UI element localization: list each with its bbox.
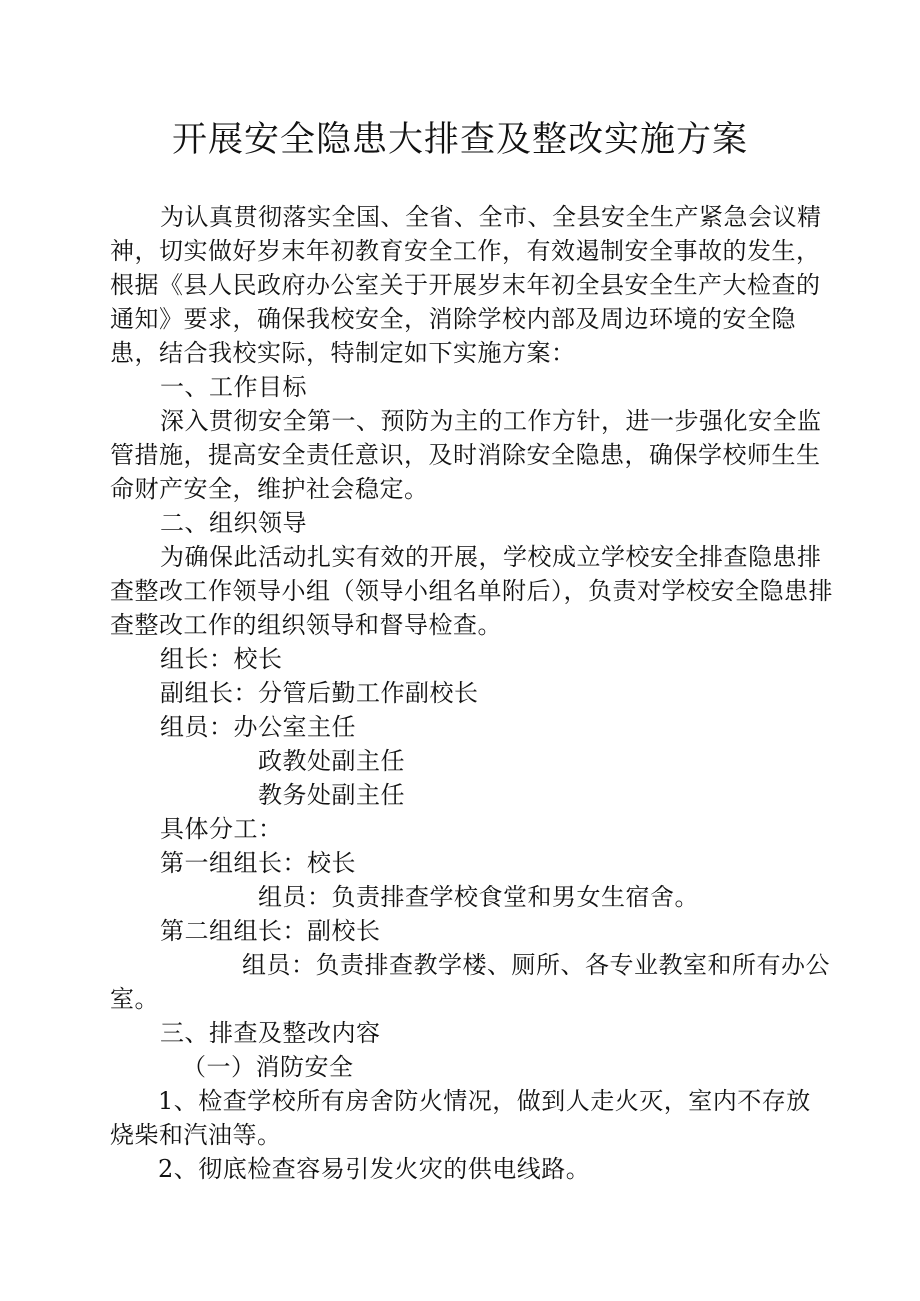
- group2-leader-line: 第二组组长：副校长: [160, 917, 381, 945]
- document-title: 开展安全隐患大排查及整改实施方案: [171, 120, 748, 160]
- goals-paragraph: 深入贯彻安全第一、预防为主的工作方针，进一步强化安全监管措施，提高安全责任意识，及时消除安全隐患，确保学校师生生命财产安全，维护社会稳定。: [110, 407, 822, 503]
- group2-members-line: 组员：负责排查教学楼、厕所、各专业教室和所有办公室。: [110, 951, 830, 1013]
- section-heading-organization: 二、组织领导: [160, 509, 307, 537]
- section-heading-goals: 一、工作目标: [160, 373, 307, 401]
- division-label: 具体分工：: [160, 815, 283, 843]
- document-body: [110, 200, 835, 1186]
- subsection-fire-safety: （一）消防安全: [182, 1053, 354, 1081]
- fire-item-2: 2、彻底检查容易引发火灾的供电线路。: [158, 1155, 591, 1183]
- organization-paragraph: 为确保此活动扎实有效的开展，学校成立学校安全排查隐患排查整改工作领导小组（领导小组名单附后），负责对学校安全隐患排查整改工作的组织领导和督导检查。: [110, 543, 833, 639]
- fire-item-1: 1、检查学校所有房舍防火情况，做到人走火灭，室内不存放烧柴和汽油等。: [110, 1087, 811, 1149]
- member-line-2: 政教处副主任: [258, 747, 405, 775]
- leader-line: 组长：校长: [160, 645, 283, 673]
- intro-paragraph: 为认真贯彻落实全国、全省、全市、全县安全生产紧急会议精神，切实做好岁末年初教育安全工作，有效遏制安全事故的发生，根据《县人民政府办公室关于开展岁末年初全县安全生产大检查的通知》要求，确保我校安全，消除学校内部及周边环境的安全隐患，结合我校实际，特制定如下实施方案：: [110, 203, 822, 367]
- section-heading-inspection: 三、排查及整改内容: [160, 1019, 381, 1047]
- members-line: 组员：办公室主任: [160, 713, 356, 741]
- deputy-leader-line: 副组长：分管后勤工作副校长: [160, 679, 479, 707]
- group1-leader-line: 第一组组长：校长: [160, 849, 356, 877]
- member-line-3: 教务处副主任: [258, 781, 405, 809]
- group1-members-line: 组员：负责排查学校食堂和男女生宿舍。: [258, 883, 699, 911]
